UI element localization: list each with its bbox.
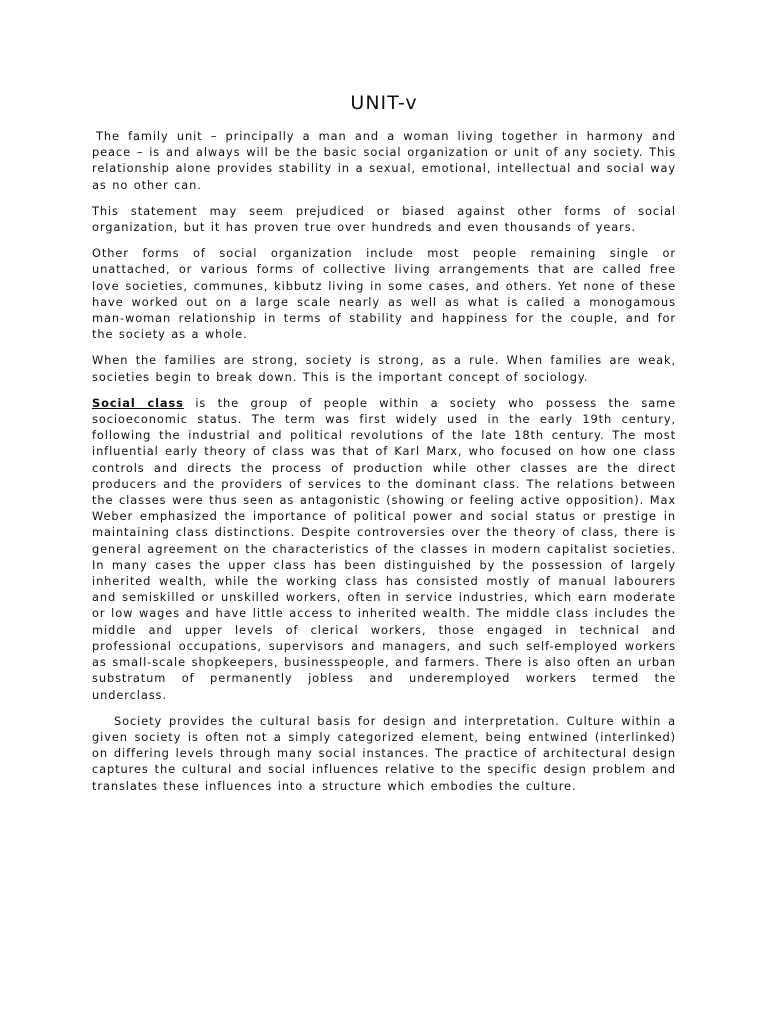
paragraph-social-class [92,395,676,703]
page-title: UNIT-v [350,92,418,114]
paragraph-text: Society provides the cultural basis for design and interpretation. Culture within a given society is often not a simply categorized element, being entwined (interlinked) on differing levels through many social instances. The practice of architectural design captures the cultural and social influences relative to the specific design problem and translates these influences into a structure which embodies the culture. [92,713,676,793]
paragraph-family-unit [92,128,676,193]
paragraph-other-forms [92,245,676,342]
paragraph-society-culture [92,713,676,794]
paragraph-text: This statement may seem prejudiced or biased against other forms of social organization, but it has proven true over hundreds and even thousands of years. [92,203,676,235]
social-class-term: Social class [92,395,184,410]
paragraph-text: is the group of people within a society who possess the same socioeconomic status. The term was first widely used in the early 19th century, following the industrial and political revolutions of the late 18th century. The most influential early theory of class was that of Karl Marx, who focused on how one class controls and directs the process of production while other classes are the direct producers and the providers of services to the dominant class. The relations between the classes were thus seen as antagonistic (showing or feeling active opposition). Max Weber emphasized the importance of political power and social status or prestige in maintaining class distinctions. Despite controversies over the theory of class, there is general agreement on the characteristics of the classes in modern capitalist societies. In many cases the upper class has been distinguished by the possession of largely inherited wealth, while the working class has consisted mostly of manual labourers and semiskilled or unskilled workers, often in service industries, which earn moderate or low wages and have little access to inherited wealth. The middle class includes the middle and upper levels of clerical workers, those engaged in technical and professional occupations, supervisors and managers, and such self-employed workers as small-scale shopkeepers, businesspeople, and farmers. There is also often an urban substratum of permanently jobless and underemployed workers termed the underclass. [92,395,676,702]
paragraph-statement [92,203,676,235]
paragraph-text: When the families are strong, society is strong, as a rule. When families are weak, societies begin to break down. This is the important concept of sociology. [92,353,676,384]
paragraph-text: Other forms of social organization include most people remaining single or unattached, or various forms of collective living arrangements that are called free love societies, communes, kibbutz living in some cases, and others. Yet none of these have worked out on a large scale nearly as well as what is called a monogamous man-woman relationship in terms of stability and happiness for the couple, and for the society as a whole. [92,246,676,342]
document-page [92,92,676,804]
paragraph-text: The family unit – principally a man and a woman living together in harmony and peace – is and always will be the basic social organization or unit of any society. This relationship alone provides stability in a sexual, emotional, intellectual and social way as no other can. [92,129,676,192]
paragraph-strong-families [92,352,676,384]
